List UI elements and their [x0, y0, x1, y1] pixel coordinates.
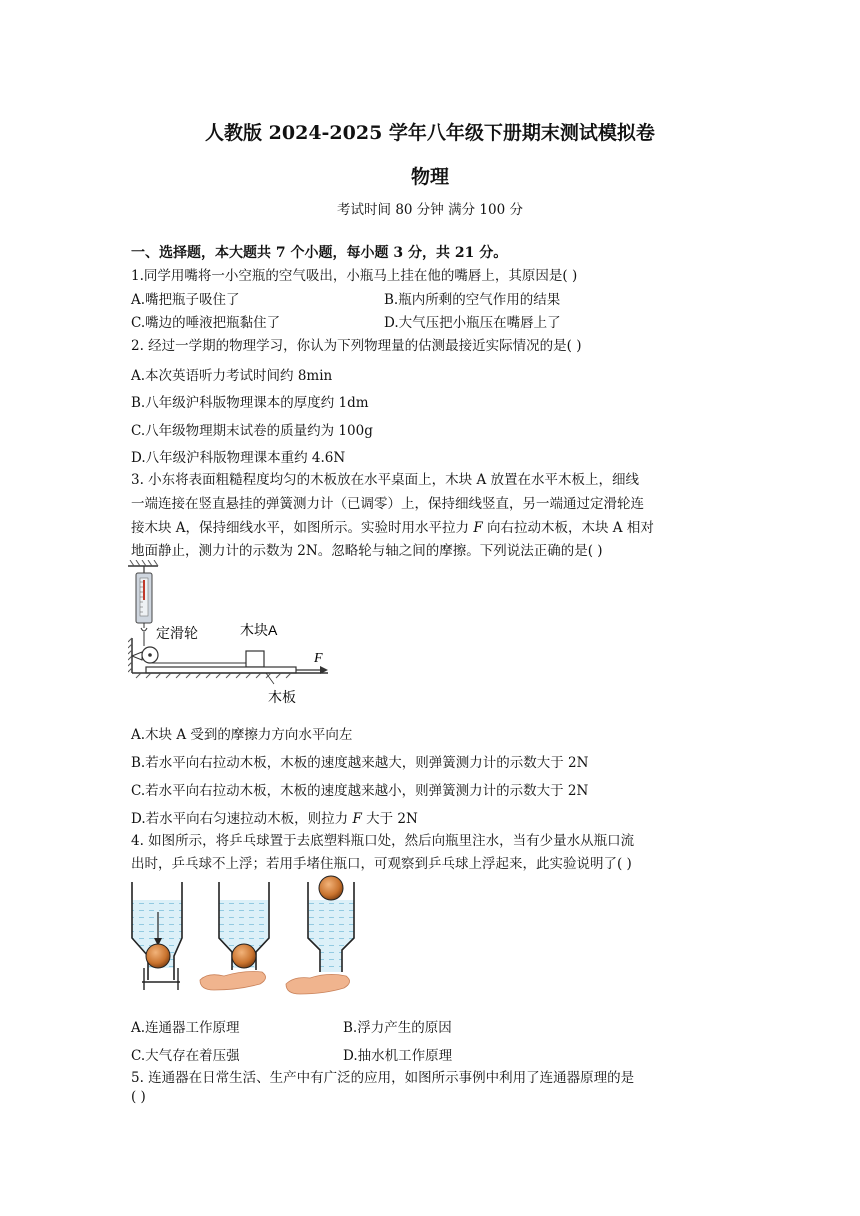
- q2-option-d: D.八年级沪科版物理课本重约 4.6N: [131, 450, 346, 466]
- q3-line-3-b: 向右拉动木板，木块 A 相对: [482, 520, 654, 536]
- q3-option-b: B.若水平向右拉动木板，木板的速度越来越大，则弹簧测力计的示数大于 2N: [131, 755, 589, 771]
- q3-line-2: 一端连接在竖直悬挂的弹簧测力计（已调零）上，保持细线竖直，另一端通过定滑轮连: [131, 496, 644, 512]
- q4-option-a: A.连通器工作原理: [131, 1020, 240, 1036]
- q2-option-c: C.八年级物理期末试卷的质量约为 100g: [131, 423, 373, 439]
- block-label: 木块A: [240, 622, 278, 638]
- bottle-1: [132, 882, 182, 990]
- paper-subject: 物理: [410, 166, 449, 188]
- q4-option-b: B.浮力产生的原因: [343, 1020, 452, 1036]
- q3-figure: [128, 560, 338, 710]
- q4-line-2: 出时，乒乓球不上浮；若用手堵住瓶口，可观察到乒乓球上浮起来，此实验说明了( ): [131, 856, 632, 872]
- q3-line-3-a: 接木块 A，保持细线水平，如图所示。实验时用水平拉力: [131, 520, 474, 536]
- q3-option-d-b: 大于 2N: [361, 811, 418, 827]
- q3-option-c: C.若水平向右拉动木板，木板的速度越来越小，则弹簧测力计的示数大于 2N: [131, 783, 589, 799]
- q4-option-d: D.抽水机工作原理: [343, 1048, 453, 1064]
- bottle-3: [286, 876, 354, 994]
- pulley-label: 定滑轮: [156, 625, 198, 641]
- q5-line-1: 5. 连通器在日常生活、生产中有广泛的应用，如图所示事例中利用了连通器原理的是: [131, 1070, 635, 1086]
- board: [146, 667, 296, 673]
- q1-option-b: B.瓶内所剩的空气作用的结果: [384, 292, 561, 308]
- board-label: 木板: [268, 689, 296, 705]
- section-heading: 一、选择题，本大题共 7 个小题，每小题 3 分，共 21 分。: [131, 245, 508, 261]
- q3-line-1: 3. 小东将表面粗糙程度均匀的木板放在水平桌面上，木块 A 放置在水平木板上，细线: [131, 472, 640, 488]
- q2-stem: 2. 经过一学期的物理学习，你认为下列物理量的估测最接近实际情况的是( ): [131, 338, 582, 354]
- q2-option-b: B.八年级沪科版物理课本的厚度约 1dm: [131, 395, 369, 411]
- bottle-2: [200, 882, 269, 990]
- q2-option-a: A.本次英语听力考试时间约 8min: [131, 368, 333, 384]
- hand-2: [286, 974, 350, 994]
- q3-line-4: 地面静止，测力计的示数为 2N。忽略轮与轴之间的摩擦。下列说法正确的是( ): [131, 543, 603, 559]
- q1-option-d: D.大气压把小瓶压在嘴唇上了: [384, 315, 561, 331]
- q4-figure: [128, 872, 368, 1002]
- q3-force-symbol: F: [473, 520, 483, 536]
- q1-option-c: C.嘴边的唾液把瓶黏住了: [131, 315, 281, 331]
- q3-option-a: A.木块 A 受到的摩擦力方向水平向左: [131, 727, 353, 743]
- paper-title: 人教版 2024-2025 学年八年级下册期末测试模拟卷: [205, 122, 655, 144]
- q3-option-d-force: F: [352, 811, 362, 827]
- q1-stem: 1.同学用嘴将一小空瓶的空气吸出，小瓶马上挂在他的嘴唇上，其原因是( ): [131, 268, 578, 284]
- block-a: [246, 651, 264, 667]
- q3-line-3: [131, 516, 654, 536]
- q4-line-1: 4. 如图所示，将乒乓球置于去底塑料瓶口处，然后向瓶里注水，当有少量水从瓶口流: [131, 833, 635, 849]
- q3-option-d-a: D.若水平向右匀速拉动木板，则拉力: [131, 811, 353, 827]
- force-label: F: [314, 651, 323, 666]
- q3-option-d: [131, 807, 418, 827]
- q4-option-c: C.大气存在着压强: [131, 1048, 240, 1064]
- hand-1: [200, 972, 266, 991]
- exam-meta: 考试时间 80 分钟 满分 100 分: [337, 202, 523, 218]
- q5-line-2: ( ): [131, 1089, 146, 1105]
- q1-option-a: A.嘴把瓶子吸住了: [131, 292, 240, 308]
